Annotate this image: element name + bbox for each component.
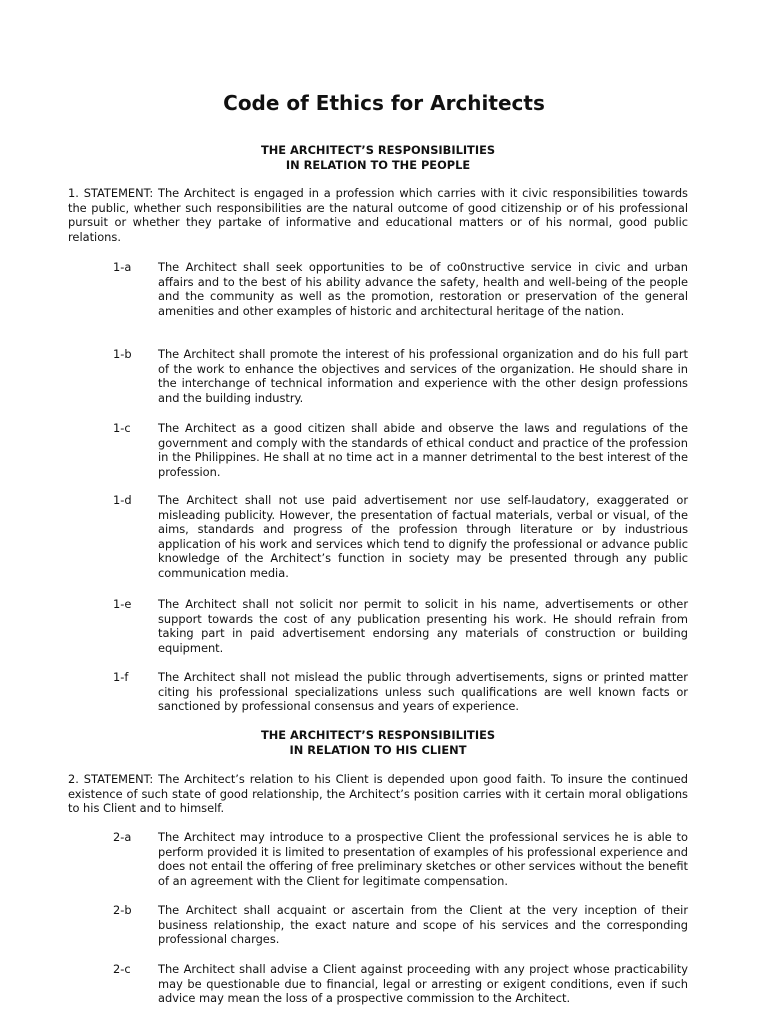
- item-text-1d: The Architect shall not use paid advertisement nor use self-laudatory, exaggerated or misleading publicity. However, the presentation of factual materials, verbal or visual, of the aims, standards and progress of the profession through literature or by industrious application of his work and services which tend to dignify the professional or advance public knowledge of the Architect’s function in society may be presented through any public communication media.: [158, 493, 688, 580]
- item-text-1e: The Architect shall not solicit nor permit to solicit in his name, advertisements or other support towards the cost of any publication presenting his work. He should refrain from taking part in paid advertisement endorsing any materials of construction or building equipment.: [158, 597, 688, 655]
- item-label-2b: 2-b: [113, 903, 132, 917]
- item-label-1d: 1-d: [113, 493, 132, 507]
- item-label-1f: 1-f: [113, 670, 129, 684]
- section1-statement: 1. STATEMENT: The Architect is engaged in a profession which carries with it civic responsibilities towards the public, whether such responsibilities are the natural outcome of good citizenship or of his professional pursuit or whether they partake of informative and educational matters or of his normal, good public relations.: [68, 186, 688, 244]
- item-text-2a: The Architect may introduce to a prospective Client the professional services he is able to perform provided it is limited to presentation of examples of his professional experience and does not entail the offering of free preliminary sketches or other services without the benefit of an agreement with the Client for legitimate compensation.: [158, 830, 689, 888]
- section1-heading-line1: THE ARCHITECT’S RESPONSIBILITIES: [260, 143, 496, 157]
- item-text-1c: The Architect as a good citizen shall abide and observe the laws and regulations of the government and comply with the standards of ethical conduct and practice of the profession in the Philippines. He shall at no time act in a manner detrimental to the best interest of the profession.: [158, 421, 688, 479]
- item-text-2b: The Architect shall acquaint or ascertain from the Client at the very inception of their business relationship, the exact nature and scope of his services and the corresponding professional charges.: [158, 903, 688, 947]
- section1-heading-line2: IN RELATION TO THE PEOPLE: [285, 157, 471, 172]
- section2-heading-line1: THE ARCHITECT’S RESPONSIBILITIES: [260, 728, 496, 742]
- item-label-1c: 1-c: [113, 421, 131, 435]
- section2-statement: 2. STATEMENT: The Architect’s relation to his Client is depended upon good faith. To insure the continued existence of such state of good relationship, the Architect’s position carries with it certain moral obligations to his Client and to himself.: [68, 772, 688, 816]
- item-text-1a: The Architect shall seek opportunities to be of co0nstructive service in civic and urban affairs and to the best of his ability advance the safety, health and well-being of the people and the community as well as the promotion, restoration or preservation of the general amenities and other examples of historic and architectural heritage of the nation.: [158, 260, 688, 318]
- item-text-2c: The Architect shall advise a Client against proceeding with any project whose practicability may be questionable due to financial, legal or arresting or exigent conditions, even if such advice may mean the loss of a prospective commission to the Architect.: [158, 962, 688, 1006]
- section2-heading-line2: IN RELATION TO HIS CLIENT: [289, 742, 467, 757]
- item-label-1b: 1-b: [113, 347, 132, 361]
- item-text-1f: The Architect shall not mislead the public through advertisements, signs or printed matter citing his professional specializations unless such qualifications are well known facts or sanctioned by professional consensus and years of experience.: [158, 670, 688, 714]
- item-label-2c: 2-c: [113, 962, 131, 976]
- item-label-1e: 1-e: [113, 597, 132, 611]
- item-text-1b: The Architect shall promote the interest of his professional organization and do his full part of the work to enhance the objectives and services of the organization. He should share in the interchange of technical information and experience with the other design professions and the building industry.: [158, 347, 688, 405]
- item-label-1a: 1-a: [113, 260, 132, 274]
- item-label-2a: 2-a: [113, 830, 132, 844]
- document-title: Code of Ethics for Architects: [223, 91, 545, 115]
